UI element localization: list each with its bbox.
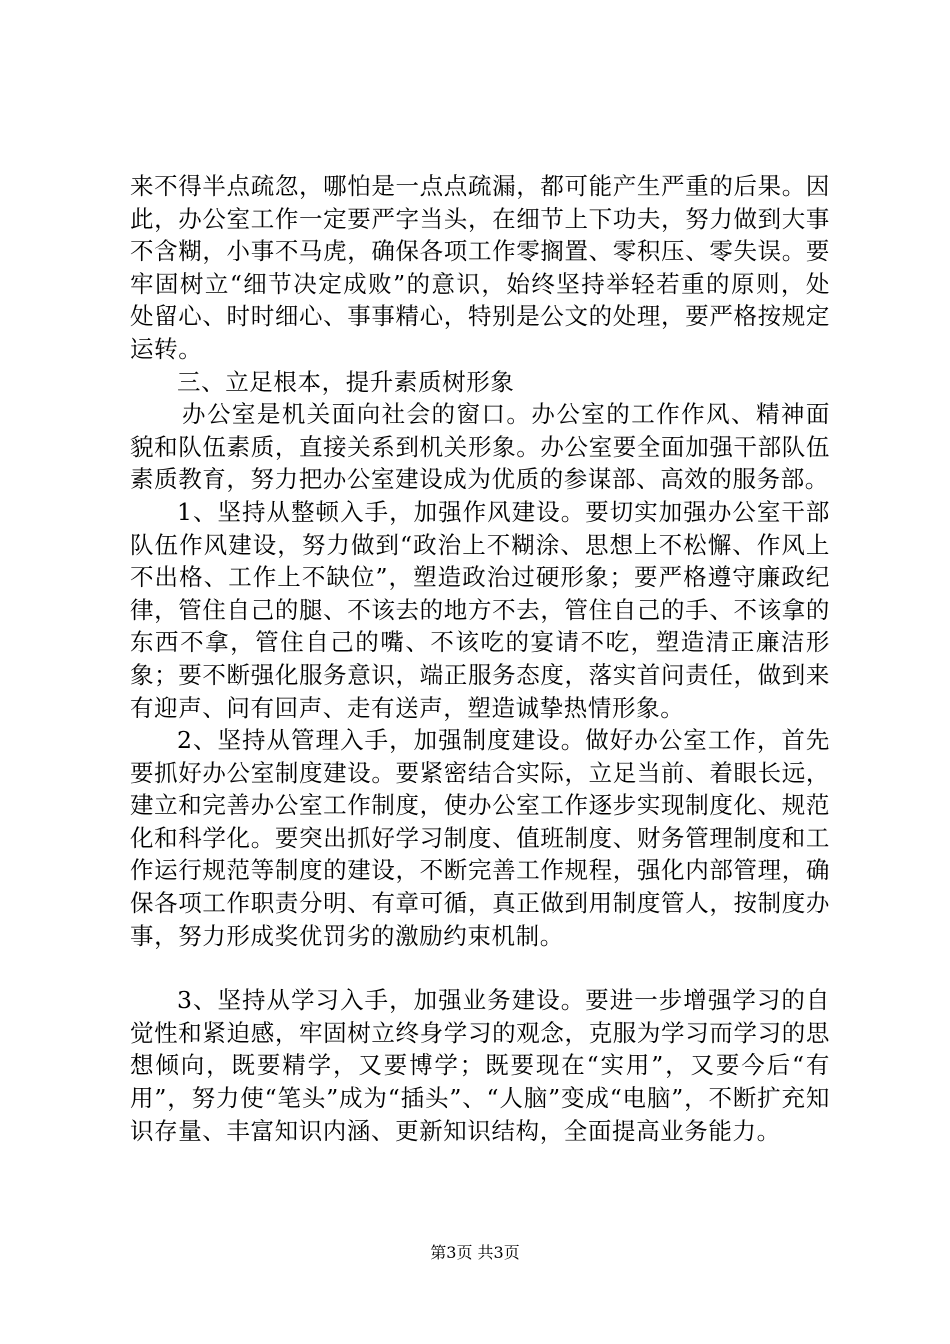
page-number: 第3页 共3页 — [430, 1243, 520, 1262]
paragraph-continuation: 来不得半点疏忽，哪怕是一点点疏漏，都可能产生严重的后果。因此，办公室工作一定要严字当头，在细节上下功夫，努力做到大事不含糊，小事不马虎，确保各项工作零搁置、零积压、零失误。要牢固树立“细节决定成败”的意识，始终坚持举轻若重的原则，处处留心、时时细心、事事精心，特别是公文的处理，要严格按规定运转。 — [130, 172, 830, 363]
paragraph-item-2: 2、坚持从管理入手，加强制度建设。做好办公室工作，首先要抓好办公室制度建设。要紧密结合实际，立足当前、着眼长远，建立和完善办公室工作制度，使办公室工作逐步实现制度化、规范化和科学化。要突出抓好学习制度、值班制度、财务管理制度和工作运行规范等制度的建设，不断完善工作规程，强化内部管理，确保各项工作职责分明、有章可循，真正做到用制度管人，按制度办事，努力形成奖优罚劣的激励约束机制。 — [130, 726, 830, 950]
paragraph-item-1: 1、坚持从整顿入手，加强作风建设。要切实加强办公室干部队伍作风建设，努力做到“政治上不糊涂、思想上不松懈、作风上不出格、工作上不缺位”，塑造政治过硬形象；要严格遵守廉政纪律，管住自己的腿、不该去的地方不去，管住自己的手、不该拿的东西不拿，管住自己的嘴、不该吃的宴请不吃，塑造清正廉洁形象；要不断强化服务意识，端正服务态度，落实首问责任，做到来有迎声、问有回声、走有送声，塑造诚挚热情形象。 — [130, 497, 830, 722]
section-heading: 三、立足根本，提升素质树形象 — [177, 367, 515, 396]
document-body — [130, 170, 830, 1147]
paragraph-intro: 办公室是机关面向社会的窗口。办公室的工作作风、精神面貌和队伍素质，直接关系到机关形象。办公室要全面加强干部队伍素质教育，努力把办公室建设成为优质的参谋部、高效的服务部。 — [130, 400, 830, 494]
paragraph-item-3: 3、坚持从学习入手，加强业务建设。要进一步增强学习的自觉性和紧迫感，牢固树立终身学习的观念，克服为学习而学习的思想倾向，既要精学，又要博学；既要现在“实用”，又要今后“有用”，努力使“笔头”成为“插头”、“人脑”变成“电脑”，不断扩充知识存量、丰富知识内涵、更新知识结构，全面提高业务能力。 — [130, 986, 830, 1145]
